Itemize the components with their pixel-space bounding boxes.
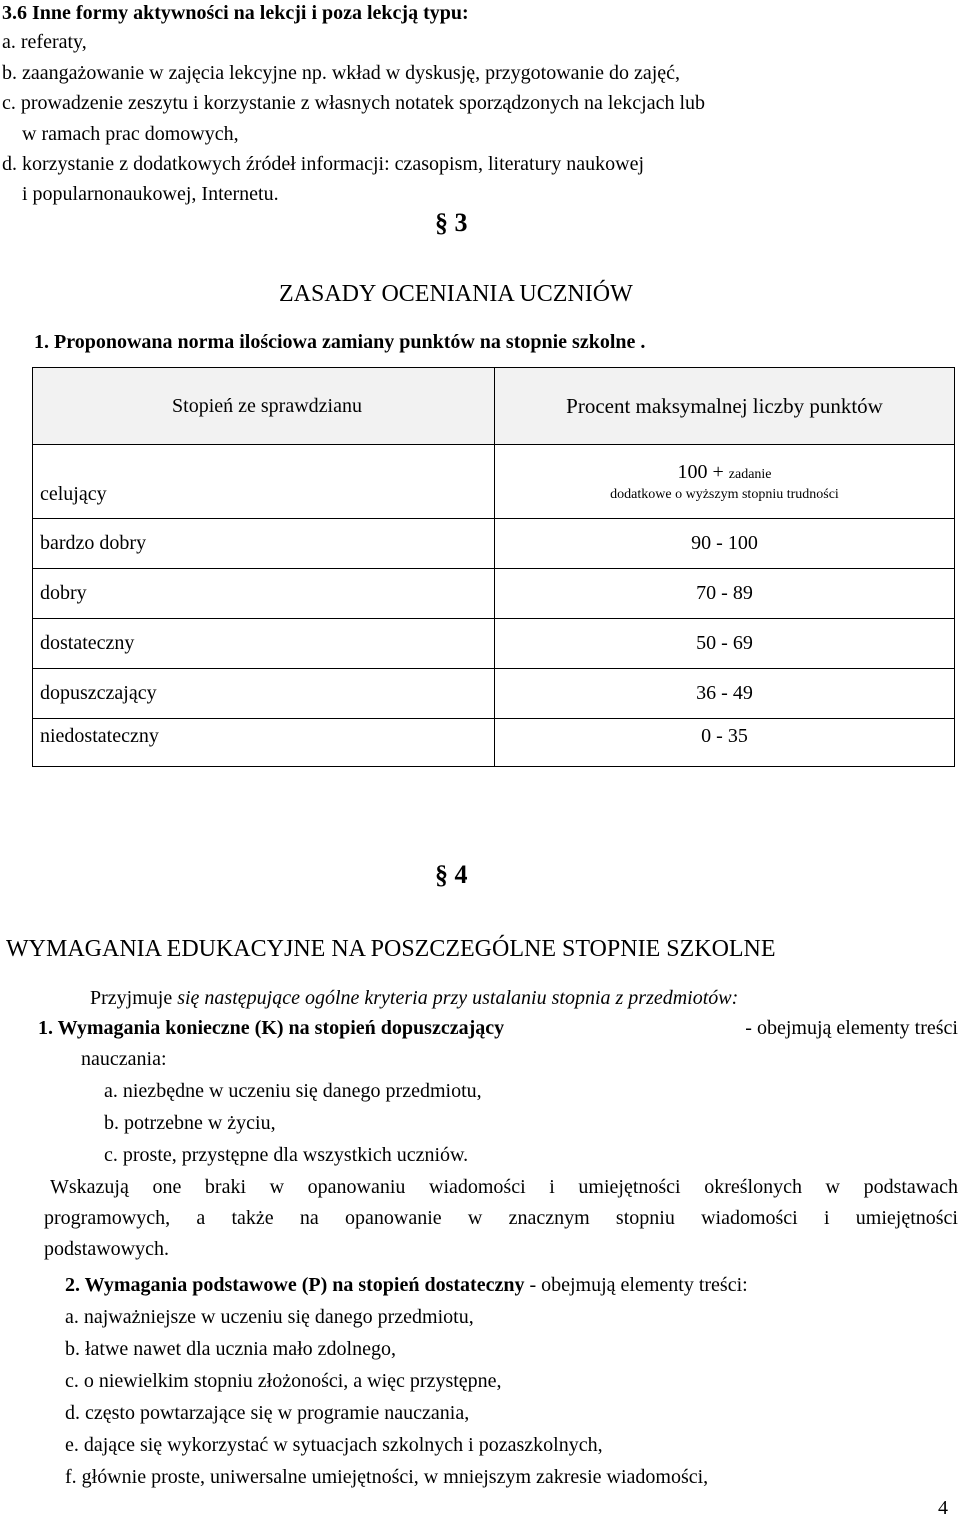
list-item: b. łatwe nawet dla ucznia mało zdolnego,: [65, 1338, 396, 1360]
body-paragraph-line: Wskazują one braki w opanowaniu wiadomości i umiejętności określonych w podstawach: [50, 1176, 958, 1198]
section-title: WYMAGANIA EDUKACYJNE NA POSZCZEGÓLNE STOPNIE SZKOLNE: [6, 936, 776, 962]
page-number: 4: [938, 1497, 948, 1519]
table-row: [33, 569, 955, 619]
list-item: d. korzystanie z dodatkowych źródeł informacji: czasopism, literatury naukowej: [2, 153, 645, 175]
celujacy-value-small: zadanie: [728, 466, 772, 482]
list-item: c. prowadzenie zeszytu i korzystanie z własnych notatek sporządzonych na lekcjach lub: [2, 92, 706, 114]
list-item: b. zaangażowanie w zajęcia lekcyjne np. wkład w dyskusję, przygotowanie do zajęć,: [2, 62, 681, 84]
list-item: f. głównie proste, uniwersalne umiejętności, w mniejszym zakresie wiadomości,: [65, 1466, 709, 1488]
grade-cell: bardzo dobry: [33, 519, 495, 569]
list-item: b. potrzebne w życiu,: [104, 1112, 276, 1134]
requirement-2-line: [65, 1274, 748, 1297]
requirement-1-line: [38, 1017, 958, 1040]
body-paragraph-line: podstawowych.: [44, 1238, 169, 1260]
range-cell: 36 - 49: [495, 669, 955, 719]
header-percent: Procent maksymalnej liczby punktów: [495, 368, 955, 445]
table-header-row: [33, 368, 955, 445]
grade-cell: dostateczny: [33, 619, 495, 669]
celujacy-value-note: dodatkowe o wyższym stopniu trudności: [610, 486, 839, 502]
requirement-2-rest: - obejmują elementy treści:: [529, 1274, 748, 1296]
table-row: [33, 619, 955, 669]
paragraph-symbol: § 3: [435, 208, 468, 237]
requirement-1-continuation: nauczania:: [81, 1048, 167, 1070]
intro-italic: się następujące ogólne kryteria przy ustalaniu stopnia z przedmiotów:: [177, 987, 739, 1009]
list-item: e. dające się wykorzystać w sytuacjach szkolnych i pozaszkolnych,: [65, 1434, 603, 1456]
section-heading: 3.6 Inne formy aktywności na lekcji i poza lekcją typu:: [2, 2, 469, 24]
intro-text: [90, 987, 738, 1010]
list-item: i popularnonaukowej, Internetu.: [22, 183, 279, 205]
range-cell: 70 - 89: [495, 569, 955, 619]
range-cell: [495, 445, 955, 519]
table-row: [33, 719, 955, 767]
list-item: a. niezbędne w uczeniu się danego przedmiotu,: [104, 1080, 482, 1102]
header-grade: Stopień ze sprawdzianu: [33, 368, 495, 445]
body-paragraph-line: programowych, a także na opanowanie w znacznym stopniu wiadomości i umiejętności: [44, 1207, 958, 1229]
requirement-1-rest: - obejmują elementy treści: [745, 1017, 958, 1039]
point-heading: 1. Proponowana norma ilościowa zamiany punktów na stopnie szkolne .: [34, 331, 646, 353]
grade-table: [32, 367, 955, 767]
range-cell: 50 - 69: [495, 619, 955, 669]
list-item: c. proste, przystępne dla wszystkich uczniów.: [104, 1144, 469, 1166]
celujacy-value: 100 +: [677, 460, 724, 483]
requirement-1-title: 1. Wymagania konieczne (K) na stopień dopuszczający: [38, 1017, 505, 1039]
range-cell: 90 - 100: [495, 519, 955, 569]
table-row: [33, 669, 955, 719]
section-title: ZASADY OCENIANIA UCZNIÓW: [279, 281, 633, 307]
list-item: a. najważniejsze w uczeniu się danego przedmiotu,: [65, 1306, 474, 1328]
grade-cell: dopuszczający: [33, 669, 495, 719]
list-item: w ramach prac domowych,: [22, 123, 239, 145]
paragraph-symbol: § 4: [435, 860, 468, 889]
grade-cell: niedostateczny: [33, 719, 495, 767]
list-item: a. referaty,: [2, 31, 87, 53]
table-row: [33, 519, 955, 569]
list-item: c. o niewielkim stopniu złożoności, a więc przystępne,: [65, 1370, 502, 1392]
list-item: d. często powtarzające się w programie nauczania,: [65, 1402, 470, 1424]
table-row: [33, 445, 955, 519]
range-cell: 0 - 35: [701, 725, 748, 747]
intro-plain: Przyjmuje: [90, 987, 173, 1009]
grade-cell: celujący: [33, 445, 495, 519]
requirement-2-title: 2. Wymagania podstawowe (P) na stopień dostateczny: [65, 1274, 525, 1296]
grade-cell: dobry: [33, 569, 495, 619]
